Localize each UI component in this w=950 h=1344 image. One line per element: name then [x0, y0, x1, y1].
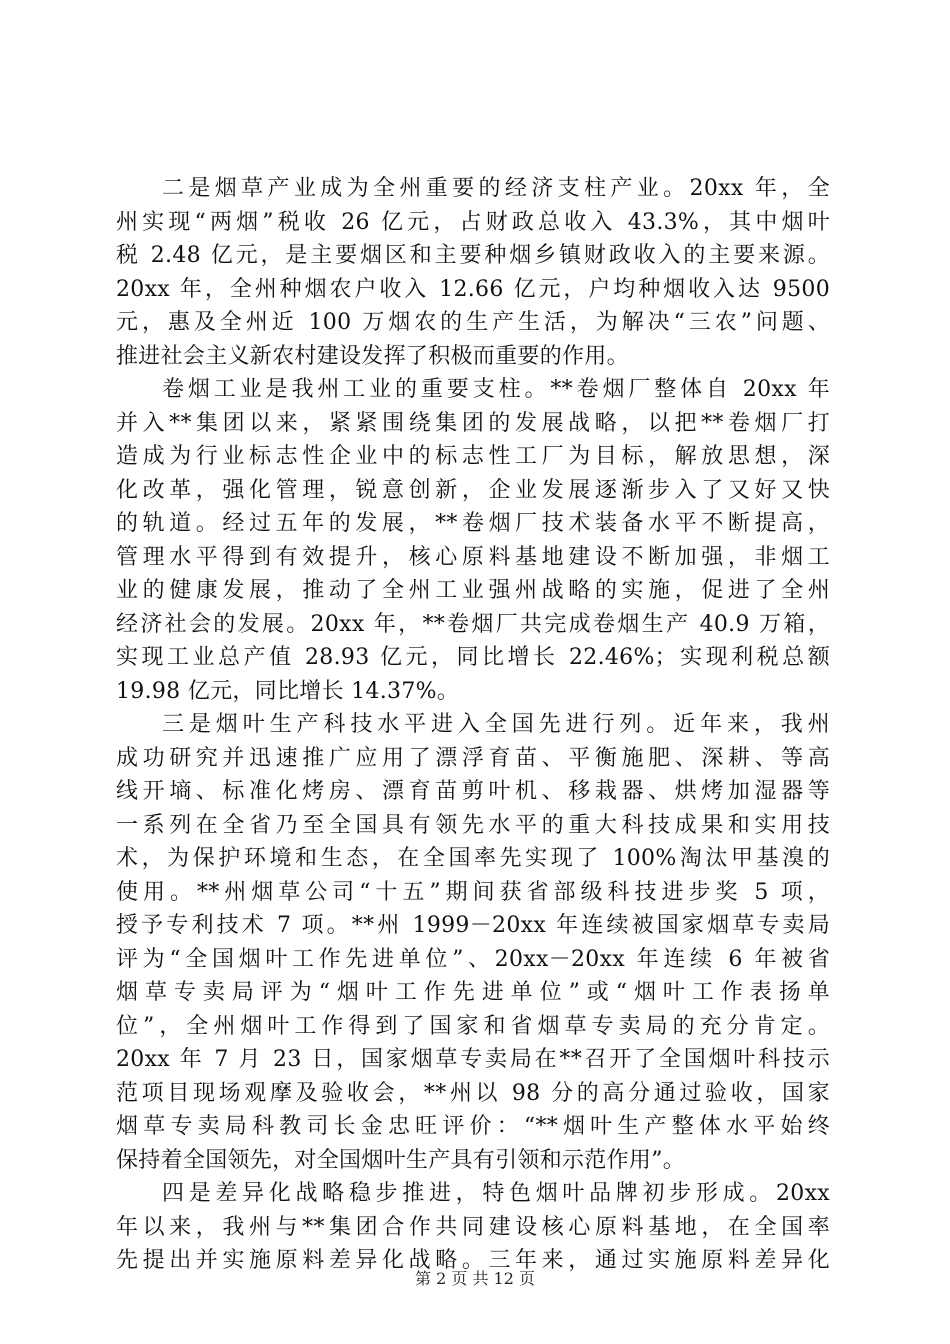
text-line: 范项目现场观摩及验收会，**州以 98 分的高分通过验收，国家 — [116, 1080, 830, 1106]
text-line: 19.98 亿元，同比增长 14.37%。 — [116, 678, 460, 704]
text-line: 保持着全国领先，对全国烟叶生产具有引领和示范作用”。 — [116, 1147, 686, 1173]
text-line: 位”，全州烟叶工作得到了国家和省烟草专卖局的充分肯定。 — [116, 1013, 830, 1039]
text-line: 四是差异化战略稳步推进，特色烟叶品牌初步形成。20xx — [162, 1181, 830, 1206]
text-line: 州实现“两烟”税收 26 亿元，占财政总收入 43.3%，其中烟叶 — [116, 209, 830, 235]
text-line: 元，惠及全州近 100 万烟农的生产生活，为解决“三农”问题、 — [116, 310, 830, 335]
text-line: 20xx 年 7 月 23 日，国家烟草专卖局在**召开了全国烟叶科技示 — [116, 1047, 830, 1072]
text-line: 术，为保护环境和生态，在全国率先实现了 100%淘汰甲基溴的 — [116, 846, 830, 871]
text-line: 20xx 年，全州种烟农户收入 12.66 亿元，户均种烟收入达 9500 — [116, 276, 830, 302]
text-line: 成功研究并迅速推广应用了漂浮育苗、平衡施肥、深耕、等高 — [116, 745, 830, 771]
text-line: 卷烟工业是我州工业的重要支柱。**卷烟厂整体自 20xx 年 — [162, 377, 830, 402]
document-body — [116, 172, 830, 1278]
text-line: 二是烟草产业成为全州重要的经济支柱产业。20xx 年，全 — [162, 176, 830, 201]
text-line: 推进社会主义新农村建设发挥了积极而重要的作用。 — [116, 343, 629, 369]
text-line: 烟草专卖局评为“烟叶工作先进单位”或“烟叶工作表扬单 — [116, 980, 830, 1005]
page-footer: 第 2 页 共 12 页 — [415, 1269, 535, 1288]
text-line: 年以来，我州与**集团合作共同建设核心原料基地，在全国率 — [116, 1214, 830, 1240]
text-line: 实现工业总产值 28.93 亿元，同比增长 22.46%；实现利税总额 — [116, 645, 830, 670]
text-line: 一系列在全省乃至全国具有领先水平的重大科技成果和实用技 — [116, 812, 830, 838]
text-line: 评为“全国烟叶工作先进单位”、20xx－20xx 年连续 6 年被省 — [116, 946, 830, 972]
text-line: 线开墒、标准化烤房、漂育苗剪叶机、移栽器、烘烤加湿器等 — [116, 779, 830, 804]
text-line: 业的健康发展，推动了全州工业强州战略的实施，促进了全州 — [116, 578, 830, 603]
text-line: 授予专利技术 7 项。**州 1999－20xx 年连续被国家烟草专卖局 — [116, 913, 830, 938]
text-line: 造成为行业标志性企业中的标志性工厂为目标，解放思想，深 — [116, 444, 830, 469]
text-line: 并入**集团以来，紧紧围绕集团的发展战略，以把**卷烟厂打 — [116, 410, 830, 436]
text-line: 管理水平得到有效提升，核心原料基地建设不断加强，非烟工 — [116, 544, 830, 570]
text-line: 先提出并实施原料差异化战略。三年来，通过实施原料差异化 — [116, 1248, 830, 1273]
text-line: 的轨道。经过五年的发展，**卷烟厂技术装备水平不断提高， — [116, 511, 830, 536]
text-line: 烟草专卖局科教司长金忠旺评价：“**烟叶生产整体水平始终 — [116, 1114, 830, 1139]
text-line: 使用。**州烟草公司“十五”期间获省部级科技进步奖 5 项， — [116, 879, 830, 905]
text-line: 三是烟叶生产科技水平进入全国先进行列。近年来，我州 — [162, 712, 830, 737]
text-line: 经济社会的发展。20xx 年，**卷烟厂共完成卷烟生产 40.9 万箱， — [116, 611, 830, 637]
text-line: 税 2.48 亿元，是主要烟区和主要种烟乡镇财政收入的主要来源。 — [116, 243, 830, 268]
text-line: 化改革，强化管理，锐意创新，企业发展逐渐步入了又好又快 — [116, 477, 830, 503]
